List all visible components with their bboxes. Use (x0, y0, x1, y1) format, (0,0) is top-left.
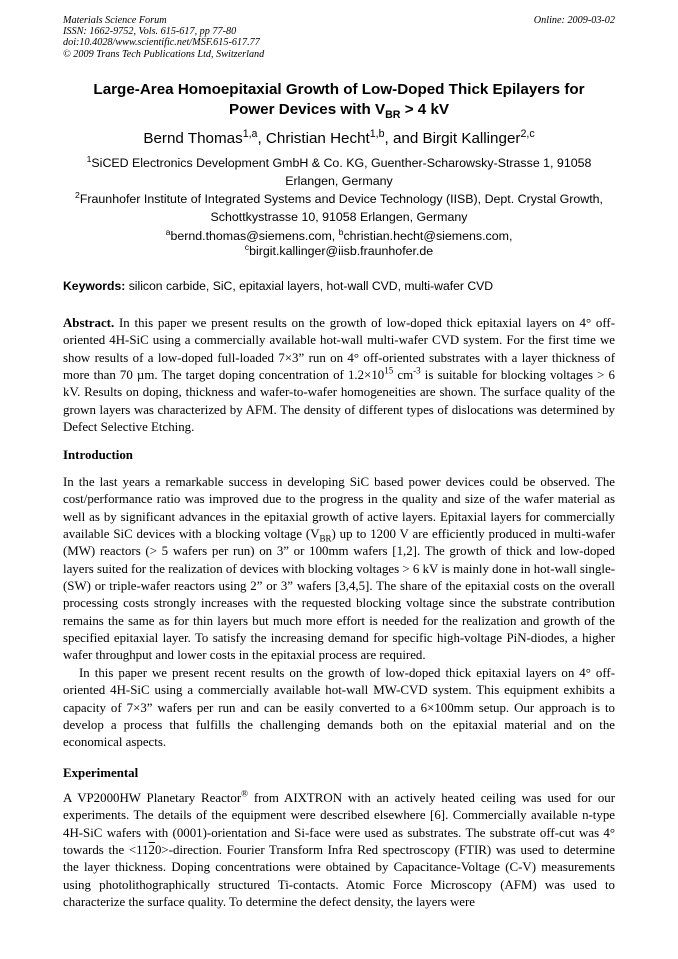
keywords-label: Keywords: (63, 279, 126, 293)
title-text-end: > 4 kV (400, 101, 450, 118)
affiliation-2-line-1 (63, 191, 615, 209)
abstract-superscript: 15 (384, 365, 394, 376)
email-line-1 (63, 226, 615, 244)
affiliation-2-line-2: Schottkystrasse 10, 91058 Erlangen, Germany (210, 209, 468, 224)
author-list (63, 129, 615, 149)
paragraph-text: A VP2000HW Planetary Reactor (63, 791, 242, 805)
email-link[interactable]: christian.hecht@siemens.com, (343, 229, 513, 243)
abstract-superscript: -3 (413, 365, 421, 376)
journal-name: Materials Science Forum (63, 15, 167, 26)
affiliation-text: Fraunhofer Institute of Integrated Systems and Device Technology (IISB), Dept. Crystal Growth, (79, 192, 603, 206)
paragraph-subscript: BR (319, 533, 332, 544)
section-heading-introduction: Introduction (63, 448, 133, 462)
author-affil-marker: 1,a (242, 127, 258, 140)
abstract-paragraph (63, 315, 615, 436)
online-date: Online: 2009-03-02 (533, 15, 615, 26)
author-name: Bernd Thomas (143, 130, 243, 147)
keywords-text: silicon carbide, SiC, epitaxial layers, hot-wall CVD, multi-wafer CVD (125, 279, 494, 293)
paper-title (63, 80, 615, 120)
paragraph-text: ) up to 1200 V are efficiently produced in multi-wafer (MW) reactors (> 5 wafers per run) on 3” or 100mm wafers [1,2]. The growth of thick and low-doped layers suited for the realization of devices with blocking voltages > 6 kV is mainly done in hot-wall single-(SW) or triple-wafer reactors using 2” or 3” wafers [3,4,5]. The share of the epitaxial costs on the overall processing costs strongly increases with the requested blocking voltage since the substrate contribution remains the same as for thin layers but much more effort is needed for the realization and growth of the specified epitaxial layer. To satisfy the increasing demand for specific high-voltage PiN-diodes, a higher wafer throughput and lower costs in the epitaxial process are required. (63, 527, 615, 663)
journal-header (63, 15, 264, 60)
abstract-text: cm (393, 368, 414, 383)
author-affil-marker: 1,b (369, 127, 385, 140)
doi-line: doi:10.4028/www.scientific.net/MSF.615-617.77 (63, 37, 260, 49)
email-link[interactable]: birgit.kallinger@iisb.fraunhofer.de (249, 244, 434, 258)
paragraph-text: In the last years a remarkable success in developing SiC based power devices could be observed. The cost/performance ratio was improved due to the progress in the quality and size of the wafer material as well as by significant advances in the epitaxial growth of active layers. Epitaxial layers for commercially available SiC devices with a blocking voltage (V (63, 475, 615, 542)
email-block (63, 226, 615, 259)
email-line-2 (63, 241, 615, 259)
affiliation-2 (63, 191, 615, 226)
registered-mark: ® (241, 788, 248, 799)
author-name: Birgit Kallinger (422, 130, 521, 147)
affiliation-1 (63, 155, 615, 190)
email-marker: b (338, 226, 344, 237)
email-link[interactable]: bernd.thomas@siemens.com, (170, 229, 339, 243)
title-line-2 (63, 100, 615, 120)
email-marker: a (165, 226, 171, 237)
author-affil-marker: 2,c (520, 127, 535, 140)
overlined-index: 2 (148, 843, 155, 858)
title-subscript: BR (385, 109, 401, 122)
paragraph-text: from AIXTRON with an actively heated ceiling was used for our experiments. The details of the equipment were described elsewhere [6]. Commercially available n-type 4H-SiC wafers with (0001)-orientation and Si-face were used as substrates. The substrate off-cut was 4° towards the <11 (63, 791, 615, 858)
experimental-paragraph-1 (63, 790, 615, 911)
keywords-line (63, 278, 615, 295)
introduction-paragraph-2: In this paper we present recent results on the growth of low-doped thick epitaxial layers on 4° off-oriented 4H-SiC using a commercially available hot-wall MW-CVD system. This equipment exhibits a capacity of 7×3” wafers per run and can be easily converted to a 6×100mm setup. Our approach is to develop a process that fulfills the challenging demands both on the epitaxial material and on the economical aspects. (63, 666, 615, 750)
introduction-paragraph-1 (63, 474, 615, 665)
copyright-line: © 2009 Trans Tech Publications Ltd, Switzerland (63, 48, 265, 60)
abstract-text: In this paper we present results on the growth of low-doped thick epitaxial layers on 4° off-oriented 4H-SiC using a commercially available hot-wall multi-wafer CVD system. For the first time we show results of a low-doped full-loaded 7×3” run on 4° off-oriented substrates with a layer thickness of more than 70 µm. The target doping concentration of 1.2×10 (63, 316, 615, 383)
title-text: Power Devices with V (228, 101, 386, 118)
affiliation-1-line-2: Erlangen, Germany (285, 173, 393, 188)
title-line-1: Large-Area Homoepitaxial Growth of Low-Doped Thick Epilayers for (93, 81, 585, 98)
affiliation-1-line-1 (63, 155, 615, 173)
affiliation-number: 1 (86, 153, 92, 164)
author-name: Christian Hecht (265, 130, 370, 147)
author-separator: , (257, 130, 266, 147)
section-heading-experimental: Experimental (63, 766, 139, 780)
author-separator: , and (384, 130, 423, 147)
abstract-text: is suitable for blocking voltages > 6 kV. Results on doping, thickness and wafer-to-wafer homogeneities are shown. The surface quality of the grown layers was characterized by AFM. The density of different types of dislocations was determined by Defect Selective Etching. (63, 368, 615, 435)
abstract-label: Abstract. (63, 316, 115, 330)
affiliation-number: 2 (75, 189, 80, 200)
affiliation-text: SiCED Electronics Development GmbH & Co. KG, Guenther-Scharowsky-Strasse 1, 91058 (91, 156, 592, 170)
issn-line: ISSN: 1662-9752, Vols. 615-617, pp 77-80 (63, 26, 237, 38)
paragraph-text: 0>-direction. Fourier Transform Infra Red spectroscopy (FTIR) was used to determine the layer thickness. Doping concentrations were obtained by Capacitance-Voltage (C-V) measurements using photolithographically structured Ti-contacts. Atomic Force Microscopy (AFM) was used to characterize the surface quality. To determine the defect density, the layers were (63, 843, 615, 910)
email-marker: c (244, 241, 250, 252)
